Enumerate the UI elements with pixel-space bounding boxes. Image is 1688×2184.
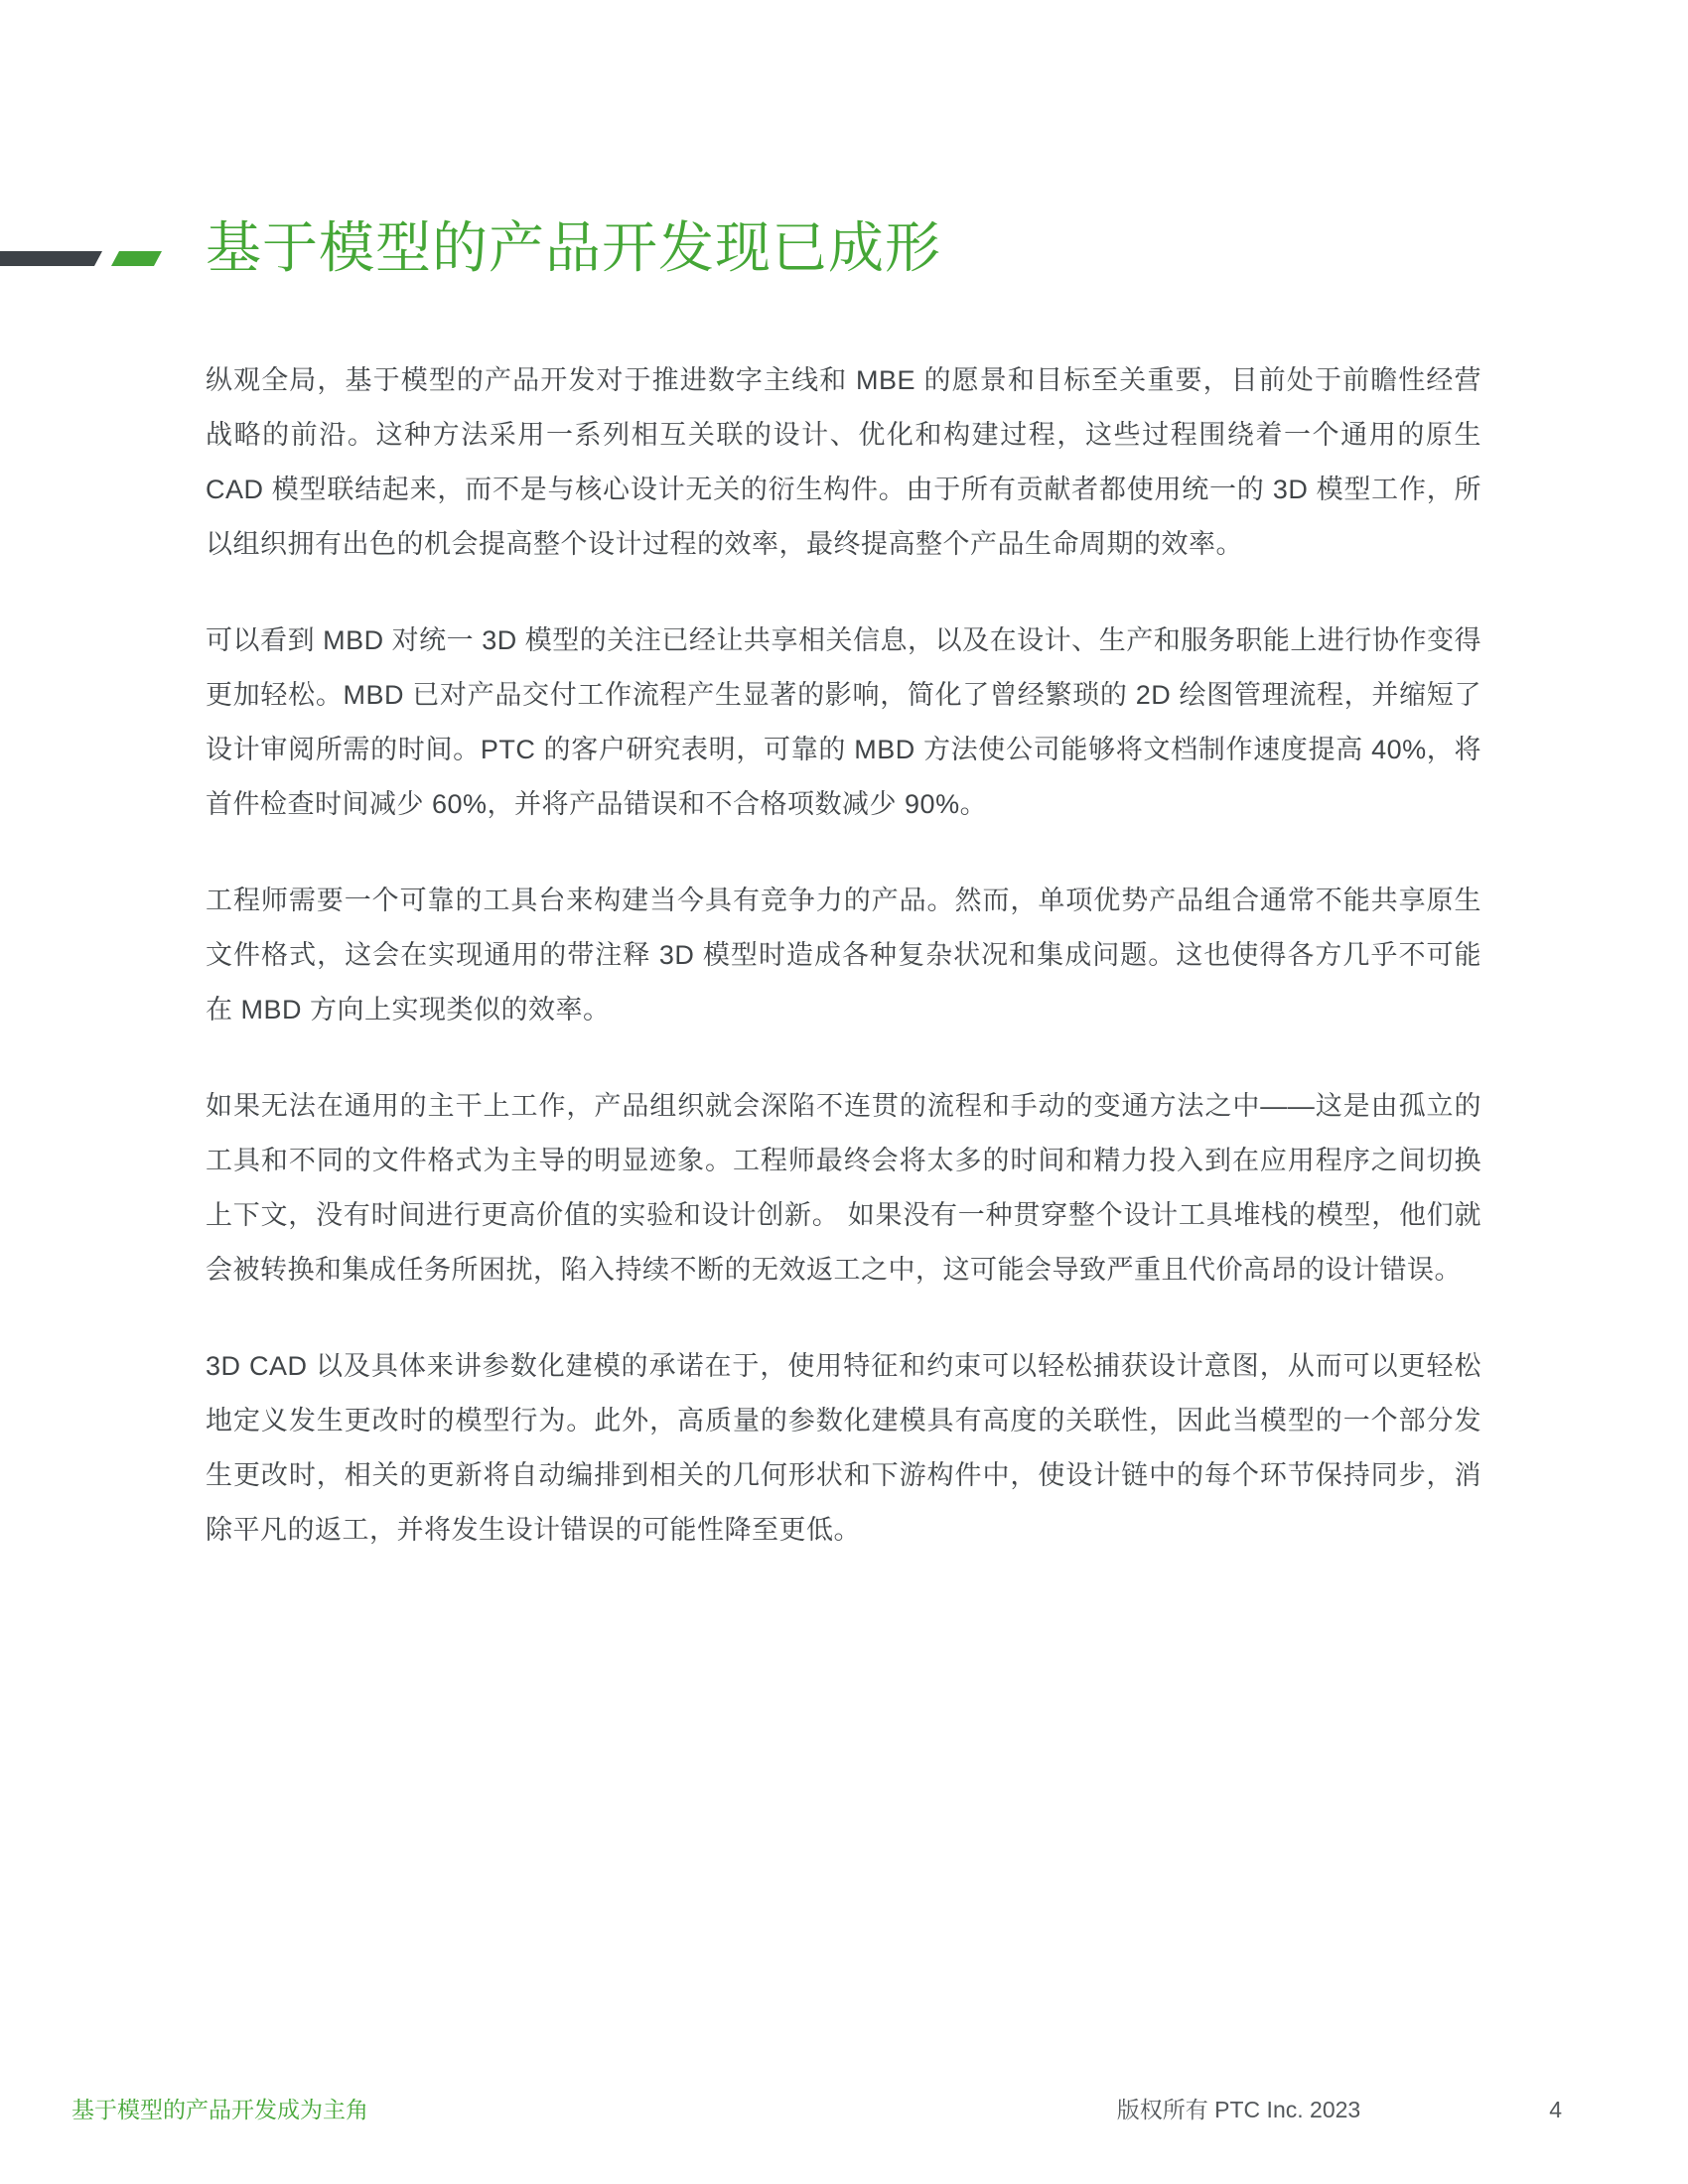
body-paragraph-2: 可以看到 MBD 对统一 3D 模型的关注已经让共享相关信息，以及在设计、生产和服务职能上进行协作变得更加轻松。MBD 已对产品交付工作流程产生显著的影响，简化了曾经繁琐的 2D 绘图管理流程，并缩短了设计审阅所需的时间。PTC 的客户研究表明，可靠的 MBD 方法使公司能够将文档制作速度提高 40%，将首件检查时间减少 60%，并将产品错误和不合格项数减少 90%。 (206, 625, 1481, 819)
footer-copyright: 版权所有 PTC Inc. 2023 (1116, 2097, 1361, 2122)
page-footer (71, 2095, 1562, 2124)
article (206, 0, 1481, 1599)
page-title: 基于模型的产品开发现已成形 (206, 216, 941, 279)
body-paragraph-3: 工程师需要一个可靠的工具台来构建当今具有竞争力的产品。然而，单项优势产品组合通常不能共享原生文件格式，这会在实现通用的带注释 3D 模型时造成各种复杂状况和集成问题。这也使得各方几乎不可能在 MBD 方向上实现类似的效率。 (206, 886, 1481, 1024)
header-accent-green-dash (111, 251, 162, 266)
body-paragraph-5: 3D CAD 以及具体来讲参数化建模的承诺在于，使用特征和约束可以轻松捕获设计意图，从而可以更轻松地定义发生更改时的模型行为。此外，高质量的参数化建模具有高度的关联性，因此当模型的一个部分发生更改时，相关的更新将自动编排到相关的几何形状和下游构件中，使设计链中的每个环节保持同步，消除平凡的返工，并将发生设计错误的可能性降至更低。 (206, 1351, 1481, 1545)
article-body (206, 353, 1481, 1558)
header-accent-dark-dash (0, 251, 102, 266)
footer-document-title: 基于模型的产品开发成为主角 (71, 2097, 368, 2122)
footer-right-group (1117, 2095, 1562, 2124)
body-paragraph-1: 纵观全局，基于模型的产品开发对于推进数字主线和 MBE 的愿景和目标至关重要，目前处于前瞻性经营战略的前沿。这种方法采用一系列相互关联的设计、优化和构建过程，这些过程围绕着一个通用的原生 CAD 模型联结起来，而不是与核心设计无关的衍生构件。由于所有贡献者都使用统一的 3D 模型工作，所以组织拥有出色的机会提高整个设计过程的效率，最终提高整个产品生命周期的效率。 (206, 365, 1481, 559)
body-paragraph-4: 如果无法在通用的主干上工作，产品组织就会深陷不连贯的流程和手动的变通方法之中——这是由孤立的工具和不同的文件格式为主导的明显迹象。工程师最终会将太多的时间和精力投入到在应用程序之间切换上下文，没有时间进行更高价值的实验和设计创新。 如果没有一种贯穿整个设计工具堆栈的模型，他们就会被转换和集成任务所困扰，陷入持续不断的无效返工之中，这可能会导致严重且代价高昂的设计错误。 (206, 1091, 1481, 1285)
footer-page-number: 4 (1549, 2097, 1562, 2122)
